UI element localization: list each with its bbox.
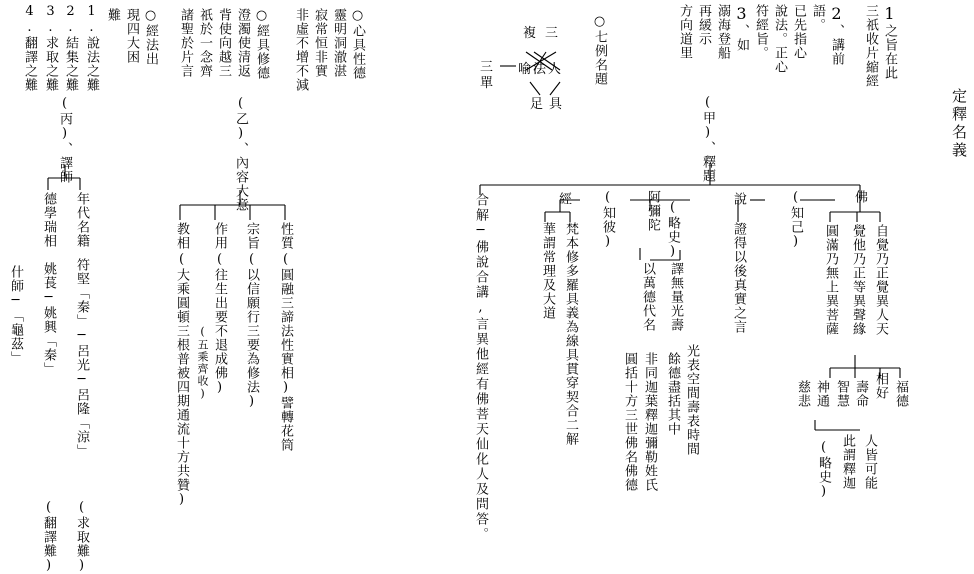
jia-label: (甲)、釋題 [700,95,715,183]
qili-top: 複 [523,26,537,41]
yi-line-1: 澄濁使清返 [235,8,250,78]
xinxing-3: 寂常恒非實 [312,8,327,78]
xinxing-2: 靈明洞澈湛 [331,8,346,78]
fo-sub-2: 覺他乃正等異聲緣 [850,224,865,336]
shuo-sub: 證得以後真實之言 [731,222,746,334]
bing-shi: 什師─「龜茲」 [8,265,23,365]
intro-text-8: 、如 [734,24,749,52]
qili-top2: 三 [545,26,559,41]
yi-sub-zuoyong-name: 作用 [212,222,227,250]
intro-text-10: 再緩示 [696,4,711,46]
bing-qiuqu: (求取難) [74,500,89,574]
yi-line-2: 背使向越三 [216,8,231,78]
fo-ext-1: 福德 [893,380,908,408]
amituo-sub2-3: 非同迦葉釋迦彌勒姓氏 [642,352,657,492]
xinxing-1: ○心具性德 [350,8,365,80]
intro-text-11: 方向道里 [677,4,692,60]
bing-fanyi: (翻譯難) [41,500,56,574]
qili-title: ○七例名題 [592,14,607,86]
bing-label: (丙)、譯師 [57,96,72,184]
fo-ext-3: 壽命 [853,380,868,408]
yi-sub-jiaoxiang-text: (大乘圓頓三根普被四期通流十方共贊) [174,252,189,508]
fo-note-1: 人皆可能 [862,434,877,490]
yi-line-3: 祇於一念齊 [197,8,212,78]
intro-num-3: 3 [732,4,751,24]
bing-yao: 姚萇─姚興「秦」 [41,262,56,376]
yi-title: ○經具修德 [254,8,269,80]
amituo-sub2-2: 餘德盡括其中 [665,352,680,436]
jia-amituo: 阿彌陀 [645,190,660,232]
amituo-sub-2: 以萬德代名 [640,262,655,332]
intro-text-7: 符經旨。 [753,4,768,60]
bing-chufa2: 現四大困 [124,8,139,64]
qili-middle: 喻法人 [518,62,564,77]
jing-sub-2: 華謂常理及大道 [540,222,555,320]
fo-sub-3: 圓滿乃無上異菩薩 [823,224,838,336]
fo-note-2: 此謂釋迦 [840,434,855,490]
fo-ext-5: 神通 [814,380,829,408]
intro-text-1: 之旨在此 [882,24,897,80]
amituo-sub2-1: 光表空間壽表時間 [684,344,699,456]
qili-left: 單 [480,76,494,91]
intro-text-3: 、講前 [829,24,844,66]
bing-nan-2: 2.結集之難 [63,4,78,92]
bing-chufa: ○經法出 [143,8,158,66]
fo-note-3: (略史) [816,440,831,500]
intro-text-9: 溺海登船 [715,4,730,60]
amituo-sub-1: 譯無量光壽 [668,262,683,332]
jia-zhiji: (知己) [788,190,803,250]
yi-sub-zuoyong-text: (往生出要不退成佛) [212,252,227,396]
fo-ext-6: 慈悲 [795,380,810,408]
bing-nan-1: 1.說法之難 [84,4,99,92]
jia-lueshi: (略史) [665,200,680,260]
jia-shuo: 說 [731,192,746,206]
intro-text-5: 已先指心 [791,4,806,60]
page-title: 定釋名義 [950,88,968,160]
fo-ext-2: 相好 [873,372,888,400]
intro-text-2: 三祇收片縮經 [863,4,878,88]
yi-sub-xingzhi-name: 性質 [278,222,293,250]
intro-text-4: 語。 [810,4,825,32]
jia-jing: 經 [556,192,571,206]
jia-hejie: 合解─佛說合講,言異他經有佛菩天仙化人及問答。 [473,193,488,542]
bing-nianzi: 年代名籍 [74,192,89,248]
yi-line-4: 諸聖於片言 [178,8,193,78]
yi-label: (乙)、內容大意 [233,96,248,212]
jia-fo: 佛 [852,190,867,204]
yi-sub-jiaoxiang-name: 教相 [174,222,189,250]
bing-nan-4: 4.翻譯之難 [22,4,37,92]
qili-left2: 三 [480,60,494,75]
intro-num-1: 1 [880,4,899,24]
jia-zhibi: (知彼) [600,190,615,250]
yi-sub-xingzhi-text: (圓融三諦法性實相)譬轉花筒 [278,252,293,452]
jing-sub-1: 梵本修多羅具義為線具貫穿契合二解 [563,222,578,446]
yi-sub-zongzhi-text: (以信願行三要為修法) [244,252,259,410]
xinxing-4: 非虛不增不減 [293,8,308,92]
qili-bottom: 足具 [530,97,569,112]
bing-nan-3: 3.求取之難 [43,4,58,92]
yi-sub-zongzhi-name: 宗旨 [244,222,259,250]
bing-dexue: 德學瑞相 [41,192,56,248]
yi-sub-zuoyong-note: (五乘齊收) [196,325,209,401]
bing-nan: 難 [105,8,120,22]
intro-text-6: 說法。正心 [772,4,787,74]
amituo-sub2-4: 圓括十方三世佛名佛德 [622,352,637,492]
fo-sub-1: 自覺乃正覺異人天 [873,224,888,336]
intro-num-2: 2 [827,4,846,24]
bing-fu: 符堅「秦」─呂光─呂隆「涼」 [74,258,89,458]
fo-ext-4: 智慧 [834,380,849,408]
